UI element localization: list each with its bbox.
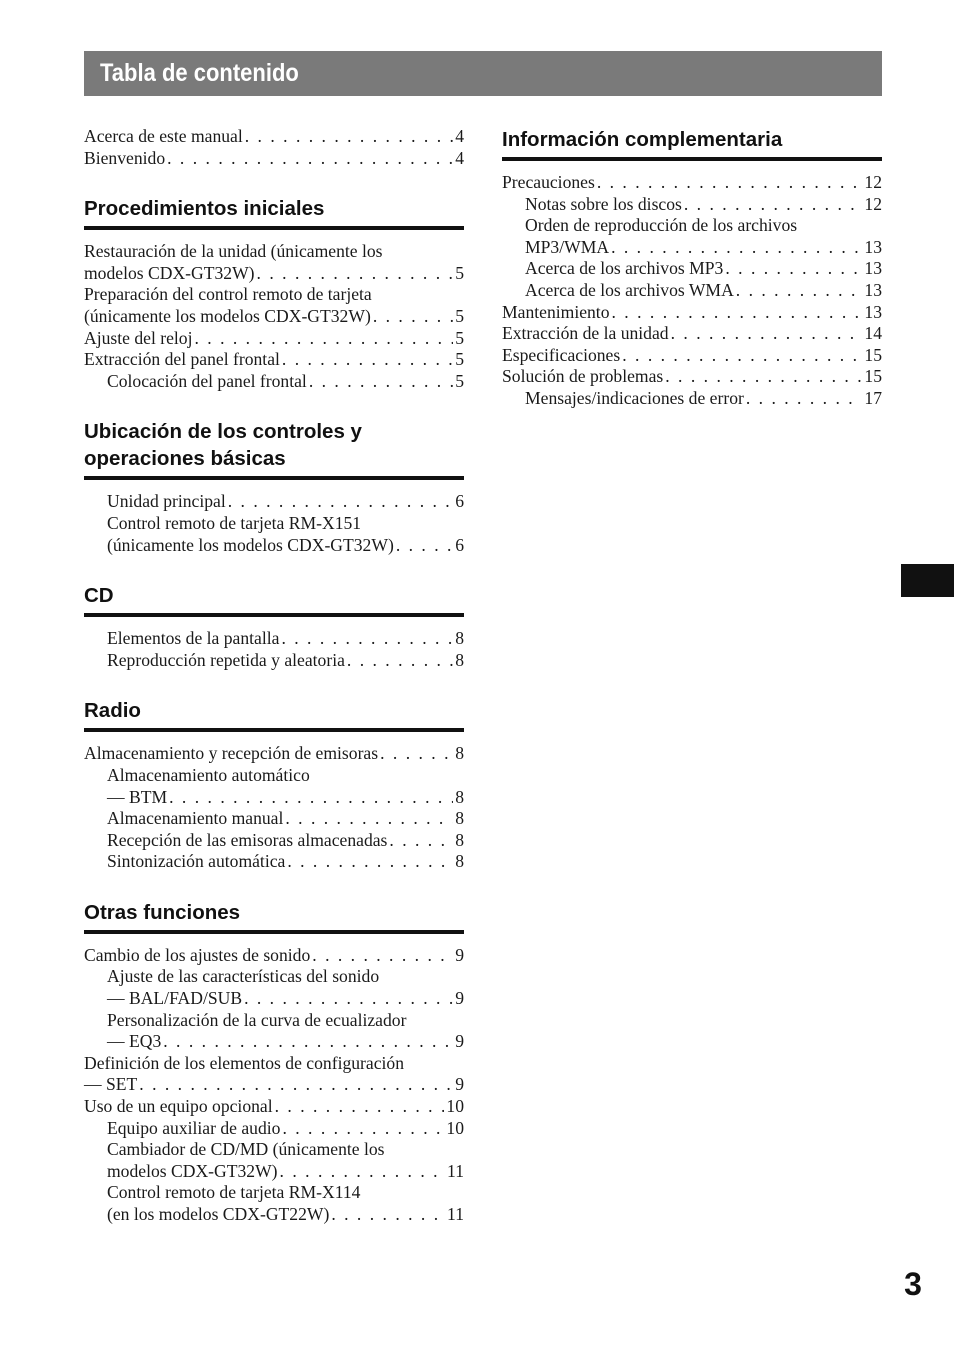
section-heading-line: Radio <box>84 699 141 723</box>
toc-entry-text: Recepción de las emisoras almacenadas <box>107 829 388 850</box>
toc-entry-text: Extracción de la unidad <box>502 323 669 344</box>
toc-page-number: 8 <box>455 851 464 872</box>
dot-leader <box>671 323 863 345</box>
section-entries <box>84 241 464 392</box>
toc-page-number: 8 <box>455 808 464 829</box>
toc-entry-text: Restauración de la unidad (únicamente los <box>84 241 383 262</box>
dot-leader <box>139 1074 453 1096</box>
dot-leader <box>282 1118 444 1140</box>
toc-page-number: 13 <box>864 279 882 300</box>
section-entries <box>502 172 882 410</box>
section-tab-marker <box>901 564 954 597</box>
toc-page-number: 5 <box>455 262 464 283</box>
toc-entry-text: Control remoto de tarjeta RM-X114 <box>107 1182 361 1203</box>
toc-entry-text: Acerca de los archivos MP3 <box>525 258 724 279</box>
toc-entry[interactable] <box>84 1118 464 1140</box>
toc-entry[interactable] <box>84 1053 464 1096</box>
toc-entry[interactable] <box>84 1096 464 1118</box>
toc-entry-text: Bienvenido <box>84 147 166 168</box>
toc-entry[interactable] <box>84 148 464 170</box>
dot-leader <box>597 172 863 194</box>
toc-entry-text: Ajuste del reloj <box>84 327 193 348</box>
toc-page-number: 10 <box>446 1096 464 1117</box>
toc-entry[interactable] <box>502 323 882 345</box>
toc-entry[interactable] <box>84 743 464 765</box>
toc-left-column <box>84 126 464 1226</box>
toc-entry[interactable] <box>502 215 882 258</box>
dot-leader <box>163 1031 453 1053</box>
title-banner <box>84 51 882 96</box>
toc-entry[interactable] <box>84 284 464 327</box>
toc-page-number: 17 <box>864 387 882 408</box>
dot-leader <box>665 366 862 388</box>
toc-entry[interactable] <box>84 945 464 967</box>
section-heading <box>84 195 464 230</box>
toc-entry[interactable] <box>502 366 882 388</box>
toc-entry-text: Ajuste de las características del sonido <box>107 966 380 987</box>
dot-leader <box>312 945 453 967</box>
toc-page-number: 11 <box>447 1204 464 1224</box>
section-heading <box>84 899 464 934</box>
dot-leader <box>245 126 453 148</box>
toc-page-number: 5 <box>455 370 464 391</box>
section-heading-line: Procedimientos iniciales <box>84 197 325 221</box>
toc-entry[interactable] <box>84 1010 464 1053</box>
dot-leader <box>725 258 862 280</box>
toc-page-number: 6 <box>455 534 464 555</box>
toc-page-number: 14 <box>864 323 882 344</box>
dot-leader <box>287 851 453 873</box>
toc-entry-text: — BAL/FAD/SUB <box>107 988 243 1009</box>
toc-page-number: 4 <box>455 147 464 168</box>
toc-entry-text: Reproducción repetida y aleatoria <box>107 649 345 670</box>
dot-leader <box>373 306 453 328</box>
toc-entry-text: Acerca de los archivos WMA <box>525 279 734 300</box>
toc-entry-text: Precauciones <box>502 172 595 192</box>
dot-leader <box>285 808 453 830</box>
toc-entry[interactable] <box>502 388 882 410</box>
toc-entry[interactable] <box>502 194 882 216</box>
toc-entry-text: (únicamente los modelos CDX-GT32W) <box>107 534 394 555</box>
toc-entry[interactable] <box>84 491 464 513</box>
toc-entry[interactable] <box>84 851 464 873</box>
toc-entry[interactable] <box>502 280 882 302</box>
toc-entry[interactable] <box>84 765 464 808</box>
dot-leader <box>347 650 453 672</box>
section-heading-line: operaciones básicas <box>84 447 286 471</box>
toc-page-number: 13 <box>864 301 882 322</box>
toc-entry-text: Almacenamiento automático <box>107 764 310 785</box>
dot-leader <box>275 1096 445 1118</box>
section-entries <box>84 743 464 873</box>
toc-entry[interactable] <box>84 241 464 284</box>
toc-entry[interactable] <box>84 628 464 650</box>
dot-leader <box>736 280 863 302</box>
toc-entry-text: Notas sobre los discos <box>525 193 682 214</box>
section-heading-line: Ubicación de los controles y <box>84 420 362 444</box>
dot-leader <box>684 194 863 216</box>
intro-entries <box>84 126 464 169</box>
toc-page-number: 9 <box>455 944 464 965</box>
toc-entry-text: Cambio de los ajustes de sonido <box>84 944 311 965</box>
section-entries <box>84 945 464 1226</box>
toc-page-number: 6 <box>455 491 464 512</box>
section-heading <box>84 418 464 480</box>
toc-entry[interactable] <box>502 258 882 280</box>
toc-entry-text: Cambiador de CD/MD (únicamente los <box>107 1139 385 1160</box>
toc-entry-text: modelos CDX-GT32W) <box>107 1160 278 1181</box>
toc-page-number: 4 <box>455 126 464 146</box>
dot-leader <box>282 349 453 371</box>
toc-entry-text: MP3/WMA <box>525 236 610 257</box>
dot-leader <box>244 988 453 1010</box>
dot-leader <box>389 830 453 852</box>
toc-entry-text: Elementos de la pantalla <box>107 628 280 649</box>
toc-page-number: 12 <box>864 172 882 192</box>
toc-entry-text: modelos CDX-GT32W) <box>84 262 255 283</box>
dot-leader <box>380 743 453 765</box>
toc-page-number: 8 <box>455 649 464 670</box>
toc-entry[interactable] <box>84 371 464 393</box>
toc-entry-text: (en los modelos CDX-GT22W) <box>107 1204 330 1224</box>
toc-page-number: 11 <box>447 1160 464 1181</box>
toc-entry[interactable] <box>84 328 464 350</box>
toc-entry-text: — BTM <box>107 786 168 807</box>
toc-page-number: 15 <box>864 344 882 365</box>
toc-entry-text: Extracción del panel frontal <box>84 349 280 370</box>
toc-page-number: 13 <box>864 236 882 257</box>
section-heading-line: Otras funciones <box>84 900 241 924</box>
toc-page-number: 8 <box>455 628 464 649</box>
dot-leader <box>622 345 862 367</box>
toc-entry-text: Solución de problemas <box>502 366 664 387</box>
toc-page-number: 5 <box>455 305 464 326</box>
dot-leader <box>228 491 453 513</box>
dot-leader <box>194 328 453 350</box>
toc-entry-text: Mantenimiento <box>502 301 610 322</box>
toc-page-number: 10 <box>446 1117 464 1138</box>
dot-leader <box>396 535 453 557</box>
dot-leader <box>611 237 862 259</box>
toc-page-number: 15 <box>864 366 882 387</box>
section-heading-line: Información complementaria <box>502 128 783 151</box>
toc-entry-text: Sintonización automática <box>107 851 286 872</box>
toc-entry[interactable] <box>84 513 464 556</box>
page-number: 3 <box>904 1266 922 1302</box>
toc-entry-text: (únicamente los modelos CDX-GT32W) <box>84 305 371 326</box>
toc-entry[interactable] <box>84 650 464 672</box>
toc-entry-text: Uso de un equipo opcional <box>84 1096 273 1117</box>
toc-right-column <box>502 126 882 410</box>
toc-entry[interactable] <box>84 349 464 371</box>
toc-page-number: 8 <box>455 786 464 807</box>
toc-entry[interactable] <box>84 966 464 1009</box>
toc-page-number: 8 <box>455 743 464 764</box>
toc-entry-text: Equipo auxiliar de audio <box>107 1117 281 1138</box>
toc-page-number: 8 <box>455 829 464 850</box>
toc-entry-text: Orden de reproducción de los archivos <box>525 215 798 236</box>
dot-leader <box>281 628 453 650</box>
section-heading <box>84 697 464 732</box>
section-entries <box>84 628 464 671</box>
section-heading <box>84 582 464 617</box>
toc-page-number: 9 <box>455 1074 464 1095</box>
dot-leader <box>257 263 454 285</box>
toc-entry[interactable] <box>84 1182 464 1225</box>
toc-page-number: 9 <box>455 988 464 1009</box>
toc-entry-text: Mensajes/indicaciones de error <box>525 387 744 408</box>
toc-entry-text: Almacenamiento y recepción de emisoras <box>84 743 379 764</box>
toc-page-number: 9 <box>455 1031 464 1052</box>
section-heading-line: CD <box>84 584 114 608</box>
toc-entry-text: Personalización de la curva de ecualizador <box>107 1009 407 1030</box>
toc-page-number: 12 <box>864 193 882 214</box>
dot-leader <box>169 787 453 809</box>
toc-entry-text: Especificaciones <box>502 344 621 365</box>
toc-entry-text: Almacenamiento manual <box>107 808 284 829</box>
toc-entry-text: Unidad principal <box>107 491 226 512</box>
dot-leader <box>746 388 863 410</box>
section-entries <box>84 491 464 556</box>
toc-entry-text: Control remoto de tarjeta RM-X151 <box>107 512 362 533</box>
toc-page-number: 13 <box>864 258 882 279</box>
toc-entry-text: — EQ3 <box>107 1031 162 1052</box>
toc-entry-text: Definición de los elementos de configuración <box>84 1052 405 1073</box>
toc-entry-text: Colocación del panel frontal <box>107 370 307 391</box>
section-heading <box>502 126 882 161</box>
toc-page-number: 5 <box>455 349 464 370</box>
toc-entry[interactable] <box>84 126 464 148</box>
toc-entry[interactable] <box>84 808 464 830</box>
toc-page-number: 5 <box>455 327 464 348</box>
toc-entry[interactable] <box>502 302 882 324</box>
toc-entry[interactable] <box>502 172 882 194</box>
toc-entry-text: Acerca de este manual <box>84 126 243 146</box>
dot-leader <box>167 148 453 170</box>
toc-entry-text: Preparación del control remoto de tarjeta <box>84 284 372 305</box>
toc-entry[interactable] <box>502 345 882 367</box>
page-title: Tabla de contenido <box>100 59 299 87</box>
toc-entry-text: — SET <box>84 1074 138 1095</box>
dot-leader <box>612 302 863 324</box>
dot-leader <box>280 1161 446 1183</box>
dot-leader <box>309 371 453 393</box>
dot-leader <box>331 1204 445 1226</box>
toc-entry[interactable] <box>84 1139 464 1182</box>
toc-entry[interactable] <box>84 830 464 852</box>
